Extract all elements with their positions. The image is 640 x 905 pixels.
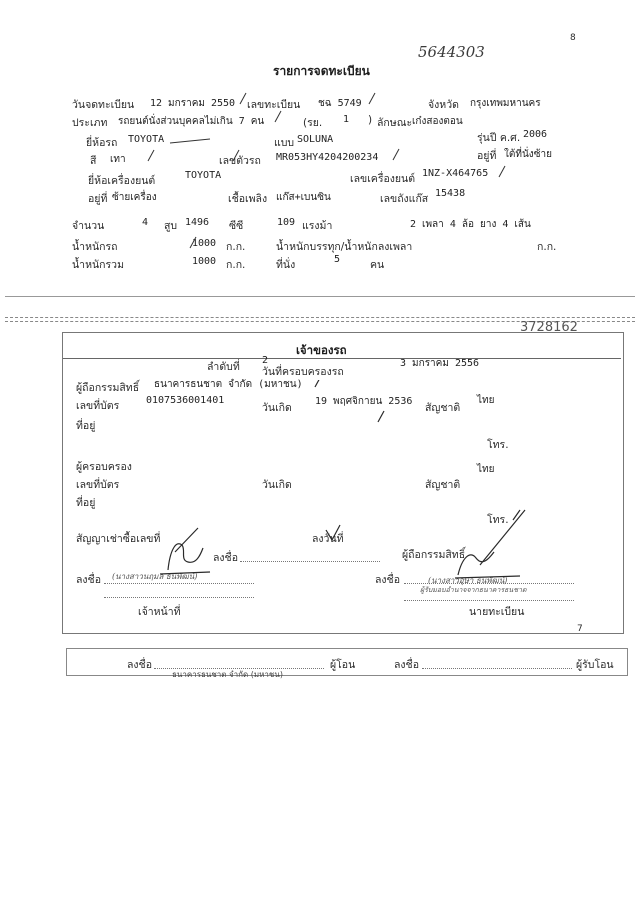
color-label: สี bbox=[90, 155, 97, 167]
province-label: จังหวัด bbox=[428, 99, 459, 111]
registrar-label: นายทะเบียน bbox=[469, 606, 525, 618]
lease-label: สัญญาเช่าซื้อเลขที่ bbox=[76, 533, 161, 545]
transfer-sign-label-1: ลงชื่อ bbox=[127, 659, 152, 671]
transfer-sign-label-2: ลงชื่อ bbox=[394, 659, 419, 671]
engine-brand-label: ยี่ห้อเครื่องยนต์ bbox=[88, 175, 156, 187]
chassis-value: MR053HY4204200234 bbox=[276, 152, 379, 163]
chassis-label: เลขตัวรถ bbox=[219, 155, 261, 167]
birth-value: 19 พฤศจิกายน 2536 bbox=[315, 396, 413, 407]
rs-value: 1 bbox=[343, 114, 350, 125]
model-label: แบบ bbox=[274, 137, 295, 149]
engine-loc-value: ซ้ายเครื่อง bbox=[112, 192, 157, 203]
tel-label-2: โทร. bbox=[487, 514, 509, 526]
signatures bbox=[0, 380, 640, 620]
transferor-label: ผู้โอน bbox=[330, 659, 356, 671]
cyl-label: จำนวน bbox=[72, 220, 105, 232]
tel-label: โทร. bbox=[487, 439, 509, 451]
engine-brand-value: TOYOTA bbox=[185, 170, 222, 181]
order-value: 2 bbox=[262, 355, 269, 366]
kg-unit-3: ก.ก. bbox=[226, 259, 246, 271]
engine-loc-label: อยู่ที่ bbox=[88, 193, 108, 205]
year-label: รุ่นปี ค.ศ. bbox=[477, 132, 521, 144]
registrar-stamp-2: ผู้รับมอบอำนาจจากธนาคารธนชาต bbox=[420, 586, 527, 594]
fuel-value: แก๊ส+เบนซิน bbox=[276, 192, 331, 203]
holding-date-label: วันที่ครอบครองรถ bbox=[262, 366, 344, 378]
cc-value: 1496 bbox=[185, 217, 210, 228]
transfer-bank-name: ธนาคารธนชาต จำกัด (มหาชน) bbox=[172, 670, 283, 679]
hp-unit: แรงม้า bbox=[302, 220, 333, 232]
tank-value: 15438 bbox=[435, 188, 466, 199]
pen-check-marks bbox=[0, 0, 640, 300]
style-label: ลักษณะ bbox=[377, 117, 413, 129]
type-value: รถยนต์นั่งส่วนบุคคลไม่เกิน 7 คน bbox=[118, 116, 265, 127]
cut-number: 3728162 bbox=[520, 320, 578, 335]
officer-label: เจ้าหน้าที่ bbox=[138, 606, 181, 618]
cyl-value: 4 bbox=[142, 217, 149, 228]
id-label-2: เลขที่บัตร bbox=[76, 479, 120, 491]
fuel-label: เชื้อเพลิง bbox=[228, 193, 268, 205]
color-value: เทา bbox=[110, 154, 126, 165]
model-value: SOLUNA bbox=[297, 134, 334, 145]
nation-label: สัญชาติ bbox=[425, 402, 461, 414]
hp-value: 109 bbox=[277, 217, 296, 228]
owner-section-title: เจ้าของรถ bbox=[296, 343, 347, 357]
sign-label-3: ลงชื่อ bbox=[375, 574, 400, 586]
nation-value-2: ไทย bbox=[477, 464, 495, 475]
rs-label: (รย. bbox=[303, 117, 323, 129]
chassis-loc-label: อยู่ที่ bbox=[477, 150, 497, 162]
nation-label-2: สัญชาติ bbox=[425, 479, 461, 491]
serial-number: 5644303 bbox=[418, 43, 485, 61]
province-value: กรุงเทพมหานคร bbox=[470, 98, 541, 109]
load-label: น้ำหนักบรรทุก/น้ำหนักลงเพลา bbox=[276, 241, 413, 253]
holder-label: ผู้ครอบครอง bbox=[76, 461, 132, 473]
total-weight-label: น้ำหนักรวม bbox=[72, 259, 124, 271]
total-weight-value: 1000 bbox=[192, 256, 217, 267]
brand-value: TOYOTA bbox=[128, 134, 165, 145]
axle-text: 2 เพลา 4 ล้อ ยาง 4 เส้น bbox=[410, 219, 531, 230]
address-label: ที่อยู่ bbox=[76, 420, 96, 432]
sign-label-2: ลงชื่อ bbox=[76, 574, 101, 586]
seats-label: ที่นั่ง bbox=[276, 259, 296, 271]
lease-date-label: ลงวันที่ bbox=[312, 533, 344, 545]
birth-label-2: วันเกิด bbox=[262, 479, 292, 491]
officer-stamp: (นางสาวนฤมล ธนพัฒน์) bbox=[112, 572, 198, 581]
owner-label: ผู้ถือกรรมสิทธิ์ bbox=[76, 382, 140, 394]
reg-date-value: 12 มกราคม 2550 bbox=[150, 98, 236, 109]
sign-label-1: ลงชื่อ bbox=[213, 552, 238, 564]
kg-unit-2: ก.ก. bbox=[537, 241, 557, 253]
rs-close: ) bbox=[368, 114, 373, 126]
owner-value: ธนาคารธนชาต จำกัด (มหาชน) bbox=[154, 379, 303, 390]
weight-label: น้ำหนักรถ bbox=[72, 241, 118, 253]
registrar-stamp: (นางสาวอุษา ธนพัฒน์) bbox=[428, 576, 508, 585]
transferee-label: ผู้รับโอน bbox=[576, 659, 614, 671]
plate-label: เลขทะเบียน bbox=[247, 99, 301, 111]
style-value: เก๋งสองตอน bbox=[412, 116, 463, 127]
cyl-unit: สูบ bbox=[164, 220, 178, 232]
order-label: ลำดับที่ bbox=[207, 361, 240, 373]
year-value: 2006 bbox=[523, 129, 548, 140]
id-value: 0107536001401 bbox=[146, 395, 225, 406]
weight-value: 1000 bbox=[192, 238, 217, 249]
plate-value: ชฉ 5749 bbox=[318, 98, 362, 109]
chassis-loc-value: ใต้ที่นั่งซ้าย bbox=[504, 149, 552, 160]
page-mark: 7 bbox=[577, 624, 583, 634]
corner-mark: 8 bbox=[570, 33, 576, 43]
holding-date-value: 3 มกราคม 2556 bbox=[400, 358, 480, 369]
engine-no-label: เลขเครื่องยนต์ bbox=[350, 173, 416, 185]
brand-label: ยี่ห้อรถ bbox=[86, 137, 118, 149]
registration-title: รายการจดทะเบียน bbox=[273, 64, 370, 78]
type-label: ประเภท bbox=[72, 117, 108, 129]
address-label-2: ที่อยู่ bbox=[76, 497, 96, 509]
engine-no-value: 1NZ-X464765 bbox=[422, 168, 489, 179]
cc-unit: ซีซี bbox=[229, 220, 244, 232]
id-label: เลขที่บัตร bbox=[76, 400, 120, 412]
reg-date-label: วันจดทะเบียน bbox=[72, 99, 135, 111]
seats-unit: คน bbox=[370, 259, 385, 271]
nation-value: ไทย bbox=[477, 395, 495, 406]
birth-label: วันเกิด bbox=[262, 402, 292, 414]
seats-value: 5 bbox=[334, 254, 341, 265]
owner-sign-label: ผู้ถือกรรมสิทธิ์ bbox=[402, 549, 466, 561]
tank-label: เลขถังแก๊ส bbox=[380, 193, 429, 205]
kg-unit-1: ก.ก. bbox=[226, 241, 246, 253]
